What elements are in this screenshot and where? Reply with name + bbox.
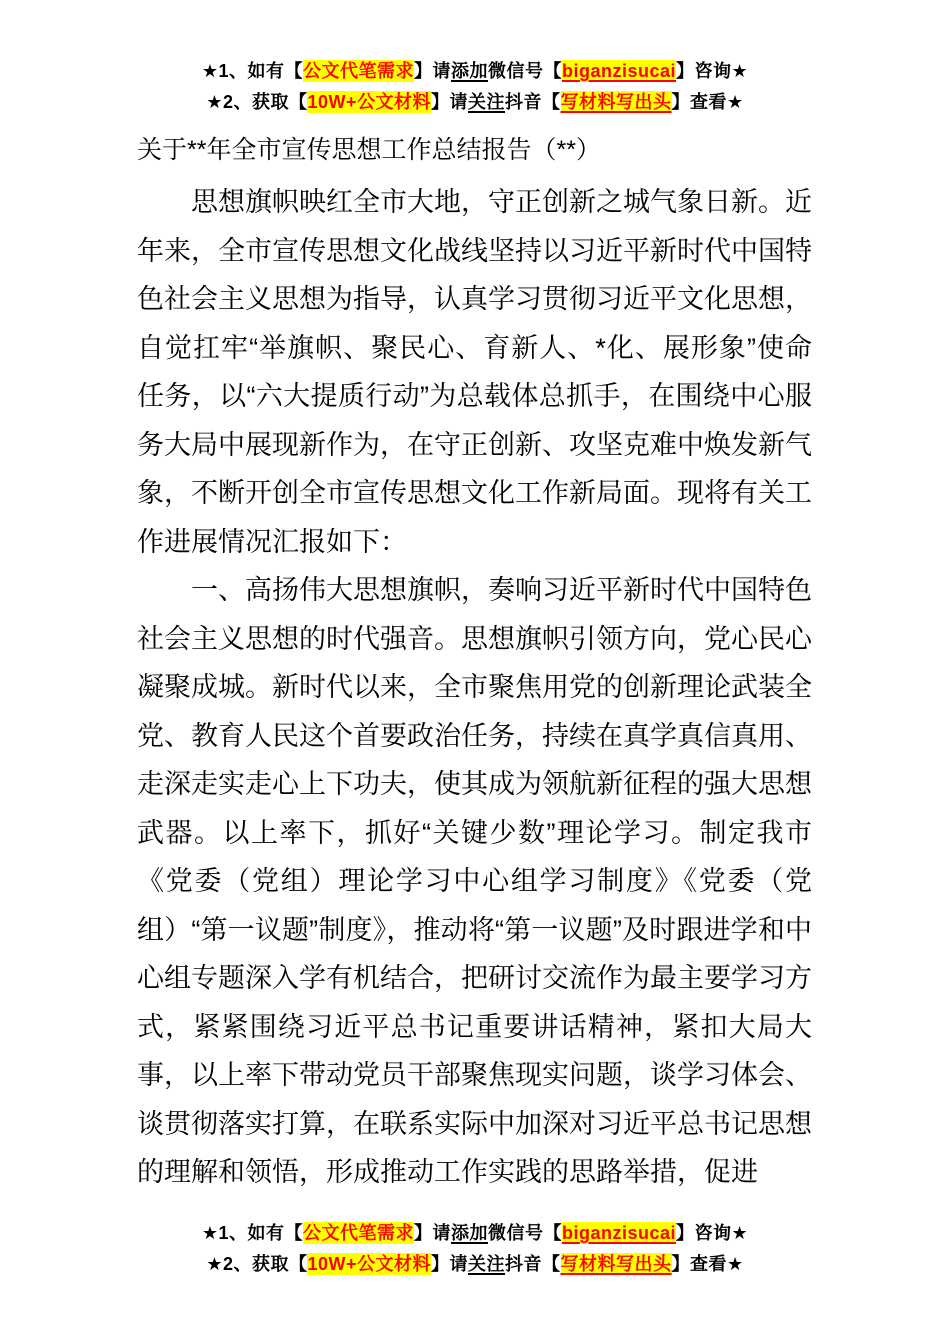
promo-text: 】请 — [413, 1223, 451, 1243]
promo-footer-line-2 — [0, 1249, 950, 1280]
promo-text: ★1、如有【 — [201, 1223, 303, 1243]
highlighted-underlined-keyword: 写材料写出头 — [560, 1254, 672, 1274]
underlined-text: 关注 — [468, 92, 506, 112]
highlighted-keyword: 10W+公文材料 — [307, 92, 432, 112]
promo-text: 】查看★ — [671, 92, 744, 112]
promo-text: 微信号【 — [487, 61, 562, 81]
promo-footer — [0, 1218, 950, 1280]
highlighted-underlined-keyword: 写材料写出头 — [560, 92, 672, 112]
promo-text: ★1、如有【 — [201, 61, 303, 81]
promo-text: 】请 — [413, 61, 451, 81]
promo-text: ★2、获取【 — [206, 92, 308, 112]
promo-text: 】查看★ — [671, 1254, 744, 1274]
promo-text: 抖音【 — [505, 1254, 561, 1274]
body-paragraph: 思想旗帜映红全市大地，守正创新之城气象日新。近年来，全市宣传思想文化战线坚持以习近平新时代中国特色社会主义思想为指导，认真学习贯彻习近平文化思想，自觉扛牢“举旗帜、聚民心、育新人、*化、展形象”使命任务，以“六大提质行动”为总载体总抓手，在围绕中心服务大局中展现新作为，在守正创新、攻坚克难中焕发新气象，不断开创全市宣传思想文化工作新局面。现将有关工作进展情况汇报如下： — [137, 187, 812, 557]
body-paragraph: 一、高扬伟大思想旗帜，奏响习近平新时代中国特色社会主义思想的时代强音。思想旗帜引领方向，党心民心凝聚成城。新时代以来，全市聚焦用党的创新理论武装全党、教育人民这个首要政治任务，持续在真学真信真用、走深走实走心上下功夫，使其成为领航新征程的强大思想武器。以上率下，抓好“关键少数”理论学习。制定我市《党委（党组）理论学习中心组学习制度》《党委（党组）“第一议题”制度》，推动将“第一议题”及时跟进学和中心组专题深入学有机结合，把研讨交流作为最主要学习方式，紧紧围绕习近平总书记重要讲话精神，紧扣大局大事，以上率下带动党员干部聚焦现实问题，谈学习体会、谈贯彻落实打算，在联系实际中加深对习近平总书记思想的理解和领悟，形成推动工作实践的思路举措，促进 — [137, 575, 812, 1187]
highlighted-underlined-keyword: biganzisucai — [561, 1223, 677, 1243]
highlighted-keyword: 公文代笔需求 — [302, 61, 414, 81]
document-title: 关于**年全市宣传思想工作总结报告（**） — [137, 136, 601, 164]
promo-footer-line-1 — [0, 1218, 950, 1249]
promo-text: 】请 — [431, 1254, 469, 1274]
underlined-text: 添加 — [450, 1223, 488, 1243]
promo-text: 】请 — [431, 92, 469, 112]
promo-text: 抖音【 — [505, 92, 561, 112]
promo-text: 】咨询★ — [676, 61, 749, 81]
highlighted-keyword: 公文代笔需求 — [302, 1223, 414, 1243]
promo-header — [0, 0, 950, 118]
promo-text: 】咨询★ — [676, 1223, 749, 1243]
promo-header-line-1 — [0, 56, 950, 87]
underlined-text: 添加 — [450, 61, 488, 81]
highlighted-keyword: 10W+公文材料 — [307, 1254, 432, 1274]
underlined-text: 关注 — [468, 1254, 506, 1274]
promo-text: ★2、获取【 — [206, 1254, 308, 1274]
promo-text: 微信号【 — [487, 1223, 562, 1243]
highlighted-underlined-keyword: biganzisucai — [561, 61, 677, 81]
promo-header-line-2 — [0, 87, 950, 118]
document-body — [137, 178, 812, 1197]
